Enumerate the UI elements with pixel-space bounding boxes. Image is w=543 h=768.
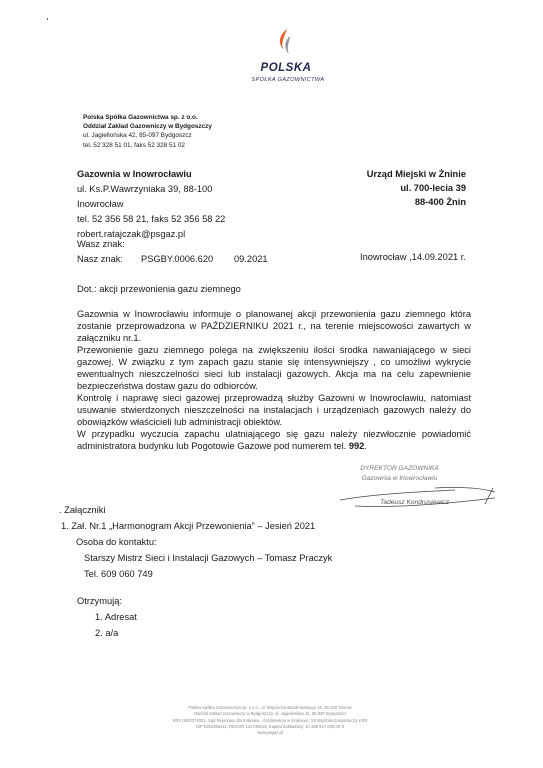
your-ref-label: Wasz znak: bbox=[77, 239, 125, 249]
sender-street: ul. Ks.P.Wawrzyniaka 39, 88-100 bbox=[77, 184, 213, 194]
attachment-item-1: 1. Zał. Nr.1 „Harmonogram Akcji Przewonienia” – Jesień 2021 bbox=[61, 521, 316, 531]
emergency-number: 992 bbox=[348, 441, 365, 451]
contact-name: Starszy Mistrz Sieci i Instalacji Gazowych – Tomasz Praczyk bbox=[84, 553, 333, 563]
stamp-unit: Gazownia w Inowrocławiu bbox=[361, 475, 438, 482]
logo-subtitle: SPÓŁKA GAZOWNICTWA bbox=[251, 77, 325, 83]
footer-line-2: Oddział Zakład Gazowniczy w Bydgoszczy, ul. Jagiellońska 42, 85-097 Bydgoszcz bbox=[193, 711, 347, 717]
company-block bbox=[83, 113, 212, 150]
our-ref-label: Nasz znak: bbox=[77, 254, 123, 264]
stamp-title: DYREKTOR GAZOWNIKA bbox=[360, 465, 439, 472]
contact-label: Osoba do kontaktu: bbox=[76, 537, 157, 547]
contact-phone: Tel. 609 060 749 bbox=[84, 569, 153, 579]
sender-name: Gazownia w Inowrocławiu bbox=[77, 169, 192, 179]
recipient-block bbox=[367, 167, 466, 209]
recipient-city: 88-400 Żnin bbox=[414, 197, 466, 207]
attachments-heading: . Załączniki bbox=[59, 505, 106, 515]
page-footer bbox=[150, 705, 390, 736]
our-ref-number: PSGBY.0006.620 bbox=[141, 254, 214, 264]
footer-line-4: NIP 5252496411, REGON 142739519, Kapitał Zakładowy: 10 488 917 000,00 zł bbox=[195, 723, 345, 729]
recipients-heading: Otrzymują: bbox=[77, 596, 122, 606]
subject-line: Dot.: akcji przewonienia gazu ziemnego bbox=[77, 284, 241, 294]
footer-line-1: Polska Spółka Gazownictwa sp. z o.o., ul. Wojciecha Bandrowskiego 16, 33-100 Tarnów bbox=[188, 705, 352, 710]
body-paragraph-2: Przewonienie gazu ziemnego polega na zwiększeniu ilości środka nawaniającego w sieci gazowej. W związku z tym zapach gazu stanie się intensywniejszy , co umożliwi wykrycie ewentualnych nieszczelności sieci lub instalacji gazowych. Akcja ma na celu zapewnienie bezpieczeństwa dostaw gazu do odbiorców. bbox=[77, 345, 471, 391]
company-branch: Oddział Zakład Gazowniczy w Bydgoszczy bbox=[83, 123, 212, 131]
footer-website: www.psgaz.pl bbox=[257, 730, 283, 736]
body-paragraph-4 bbox=[77, 428, 471, 452]
letter-body bbox=[77, 308, 471, 452]
our-ref-date: 09.2021 bbox=[234, 254, 268, 264]
body-paragraph-4-text: W przypadku wyczucia zapachu ulatniającego się gazu należy niezwłocznie powiadomić administratora budynku lub Pogotowie Gazowe pod numerem tel. bbox=[77, 429, 471, 451]
our-ref-row bbox=[77, 252, 268, 267]
company-name: Polska Spółka Gazownictwa sp. z o.o. bbox=[83, 114, 198, 121]
attachments-block bbox=[59, 502, 332, 582]
footer-line-3: KRS 0000374001, Sąd Rejonowy dla Krakowa - Śródmieścia w Krakowie, XII Wydział Gospodarczy KRS bbox=[172, 717, 368, 723]
company-address: ul. Jagiellońska 42, 85-097 Bydgoszcz bbox=[83, 132, 192, 140]
recipients-item-2: 2. a/a bbox=[95, 628, 119, 638]
body-paragraph-3: Kontrolę i naprawę sieci gazowej przeprowadzą służby Gazowni w Inowrocławiu, natomiast usuwanie stwierdzonych nieszczelności na instalacjach i urządzeniach gazowych należy do obowiązków właścicieli lub administracji obiektów. bbox=[77, 393, 471, 427]
sender-city: Inowrocław bbox=[77, 199, 124, 209]
recipients-list bbox=[77, 593, 137, 641]
handwritten-signature bbox=[335, 486, 505, 526]
sender-phone: tel. 52 356 58 21, faks 52 356 58 22 bbox=[77, 214, 226, 224]
recipient-name: Urząd Miejski w Żninie bbox=[366, 169, 466, 179]
flame-icon bbox=[271, 28, 301, 62]
sender-email: robert.ratajczak@psgaz.pl bbox=[77, 229, 186, 239]
stamp-signer: Tadeusz Kondrusiewicz bbox=[380, 499, 450, 506]
body-paragraph-1: Gazownia w Inowrocławiu informuje o planowanej akcji przewonienia gazu ziemnego która zostanie przeprowadzona w PAŹDZIERNIKU 2021 r., na terenie miejscowości zawartych w załączniku nr.1. bbox=[77, 309, 471, 343]
scan-speck bbox=[47, 18, 48, 20]
letter-date: Inowrocław ,14.09.2021 r. bbox=[360, 252, 466, 262]
logo-wordmark: POLSKA bbox=[260, 62, 312, 74]
recipient-street: ul. 700-lecia 39 bbox=[400, 183, 466, 193]
body-paragraph-4-end: . bbox=[364, 441, 367, 451]
recipients-item-1: 1. Adresat bbox=[95, 612, 137, 622]
sender-block bbox=[77, 167, 225, 242]
reference-block bbox=[77, 237, 268, 267]
company-phone: tel. 52 328 51 01, faks 52 328 51 02 bbox=[83, 141, 185, 149]
